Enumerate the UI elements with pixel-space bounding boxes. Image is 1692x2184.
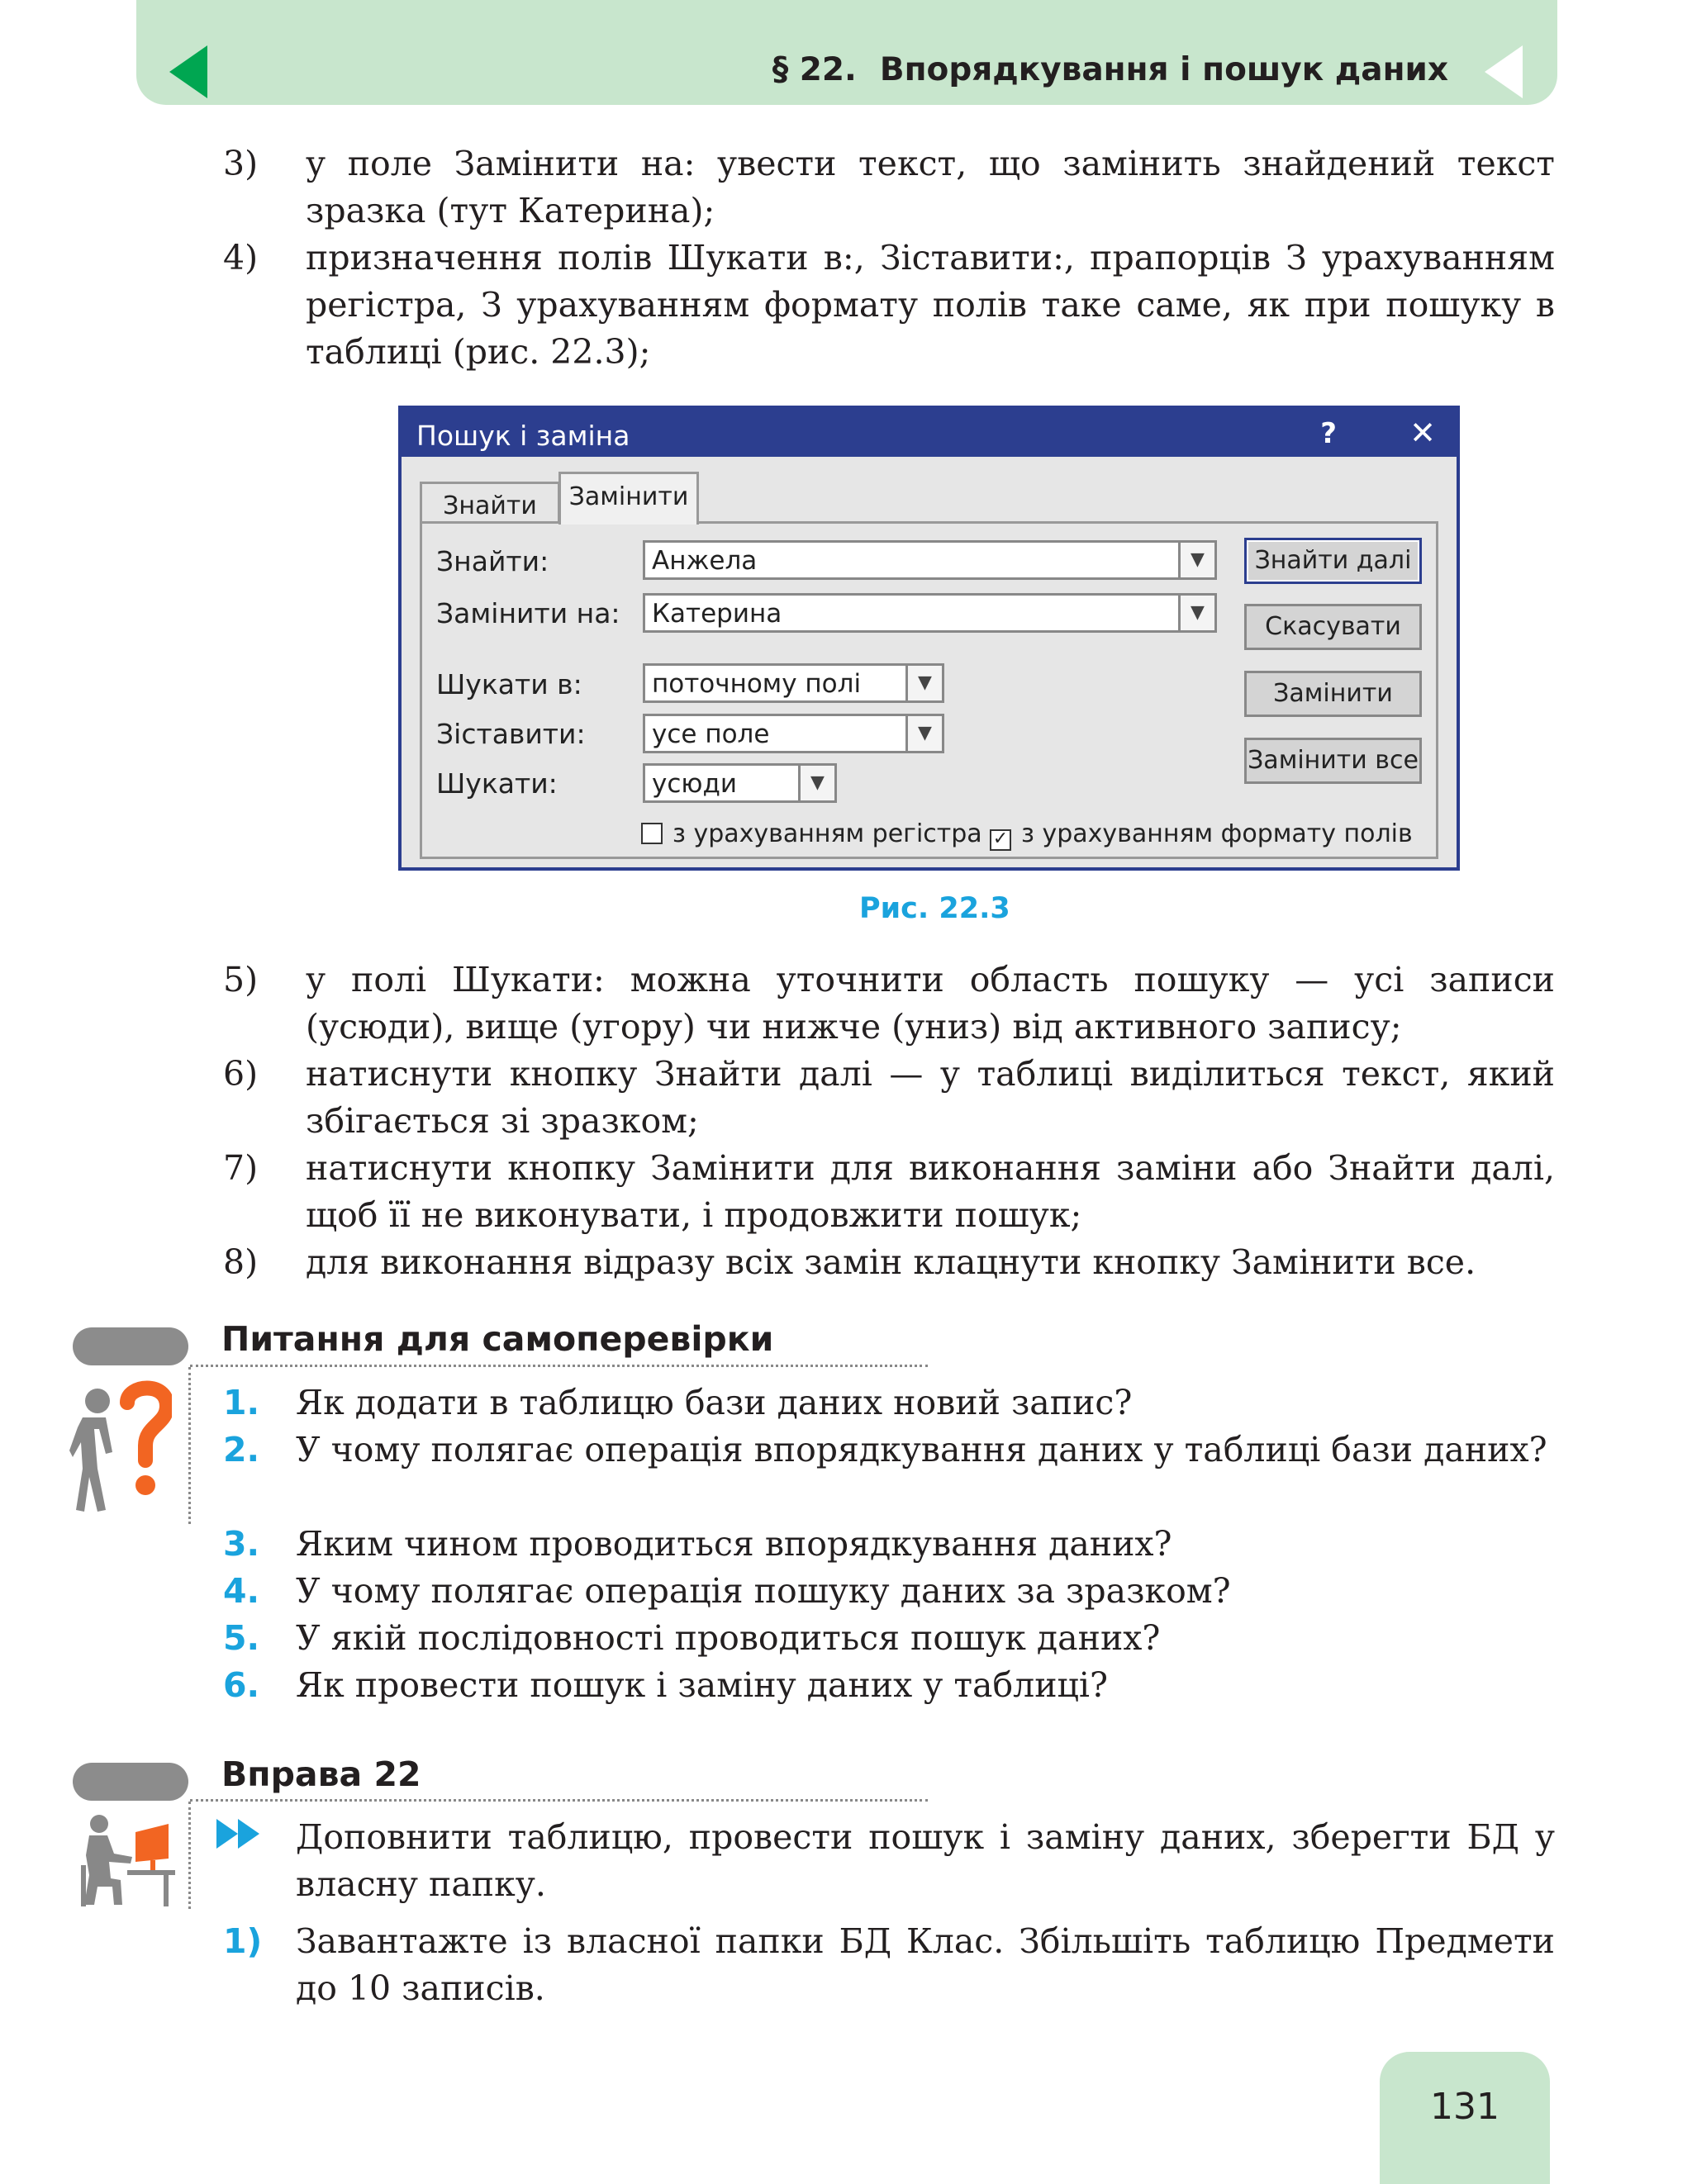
look-in-label: Шукати в: [436,668,582,700]
question-number: 2. [223,1430,260,1469]
list-item [223,235,1555,376]
computer-user-icon [81,1814,176,1906]
section-marker [73,1763,188,1801]
question-number: 1. [223,1383,260,1422]
exercise-intro-text: Доповнити таблицю, провести пошук і заміну даних, зберегти БД у власну папку. [296,1817,1555,1904]
search-label: Шукати: [436,767,558,800]
item-number: 7) [223,1148,259,1188]
replace-combo[interactable] [643,593,1217,633]
search-value: усюди [652,769,738,799]
cancel-button[interactable]: Скасувати [1244,604,1422,650]
question-text: У якій послідовності проводиться пошук даних? [296,1618,1161,1658]
item-text: натиснути кнопку Замінити для виконання заміни або Знайти далі, щоб її не виконувати, і продовжити пошук; [306,1148,1555,1235]
look-in-value: поточному полі [652,669,862,699]
match-combo[interactable] [643,714,944,753]
find-combo[interactable] [643,540,1217,580]
chevron-down-icon[interactable]: ▼ [1178,596,1214,630]
prev-page-arrow-icon[interactable] [169,45,207,98]
item-number: 4) [223,238,259,278]
divider [190,1365,928,1367]
question-text: У чому полягає операція пошуку даних за зразком? [296,1571,1231,1611]
exercise-text: Завантажте із власної папки БД Клас. Збільшіть таблицю Предмети до 10 записів. [296,1921,1555,2008]
item-number: 5) [223,960,259,999]
match-label: Зіставити: [436,718,586,750]
section-title: Впорядкування і пошук даних [879,51,1448,88]
replace-button[interactable]: Замінити [1244,671,1422,717]
list-item [223,957,1555,1051]
look-in-combo[interactable] [643,663,944,703]
item-number: 8) [223,1242,259,1282]
divider [188,1367,191,1524]
page-number: 131 [1430,2086,1500,2128]
help-icon[interactable]: ? [1320,417,1337,450]
tab-find[interactable]: Знайти [420,482,560,523]
exercise-item [223,1918,1555,2012]
section-marker [73,1327,188,1365]
question-text: Яким чином проводиться впорядкування даних? [296,1524,1172,1564]
question-number: 6. [223,1665,260,1705]
thinking-person-icon [69,1378,172,1518]
close-icon[interactable]: ✕ [1409,415,1436,451]
item-text: у поле Замінити на: увести текст, що замінить знайдений текст зразка (тут Катерина); [306,144,1555,230]
question-item [223,1379,1555,1427]
list-item [223,1145,1555,1239]
checkbox-unchecked-icon[interactable] [641,823,663,844]
question-number: 3. [223,1524,260,1564]
next-page-arrow-icon[interactable] [1485,45,1523,98]
find-label: Знайти: [436,545,549,577]
question-number: 4. [223,1571,260,1611]
question-number: 5. [223,1618,260,1658]
section-number: § 22. [772,51,857,88]
find-replace-dialog [398,406,1460,871]
exercise-number: 1) [223,1921,263,1961]
question-item [223,1662,1555,1709]
item-text: у полі Шукати: можна уточнити область пошуку — усі записи (усюди), вище (угору) чи нижче (униз) від активного запису; [306,960,1555,1047]
question-text: У чому полягає операція впорядкування даних у таблиці бази даних? [296,1430,1547,1469]
running-header [772,51,1448,88]
item-text: для виконання відразу всіх замін клацнути кнопку Замінити все. [306,1242,1476,1282]
chevron-down-icon[interactable]: ▼ [905,666,942,700]
list-item [223,140,1555,235]
replace-value: Катерина [652,599,782,629]
dialog-title: Пошук і заміна [416,420,630,452]
exercise-title: Вправа 22 [221,1754,421,1794]
match-case-checkbox[interactable] [641,819,982,848]
search-format-label: з урахуванням формату полів [1021,819,1413,848]
question-item [223,1427,1555,1474]
question-text: Як провести пошук і заміну даних у таблиці? [296,1665,1109,1705]
divider [190,1799,928,1802]
item-text: натиснути кнопку Знайти далі — у таблиці виділиться текст, який збігається зі зразком; [306,1054,1555,1141]
chevron-down-icon[interactable]: ▼ [1178,543,1214,577]
match-value: усе поле [652,719,770,749]
item-text: призначення полів Шукати в:, Зіставити:, прапорців З урахуванням регістра, З урахуванням формату полів таке саме, як при пошуку в таблиці (рис. 22.3); [306,238,1555,372]
question-text: Як додати в таблицю бази даних новий запис? [296,1383,1133,1422]
match-case-label: з урахуванням регістра [673,819,982,848]
list-item [223,1051,1555,1145]
figure-caption: Рис. 22.3 [859,892,1010,925]
item-number: 6) [223,1054,259,1094]
questions-title: Питання для самоперевірки [221,1319,774,1359]
search-format-checkbox[interactable] [990,819,1413,851]
chevron-down-icon[interactable]: ▼ [905,716,942,751]
question-item [223,1521,1555,1568]
replace-all-button[interactable]: Замінити все [1244,738,1422,784]
divider [188,1802,191,1909]
exercise-intro [223,1814,1555,1908]
list-item [223,1239,1555,1286]
chevron-down-icon[interactable]: ▼ [798,766,834,800]
find-next-button[interactable]: Знайти далі [1244,538,1422,584]
tab-replace[interactable]: Замінити [558,472,699,525]
checkbox-checked-icon[interactable]: ✓ [990,829,1011,851]
find-value: Анжела [652,546,758,576]
question-item [223,1615,1555,1662]
question-item [223,1568,1555,1615]
search-combo[interactable] [643,763,837,803]
replace-label: Замінити на: [436,597,620,629]
dialog-title-bar [402,409,1457,457]
item-number: 3) [223,144,259,183]
